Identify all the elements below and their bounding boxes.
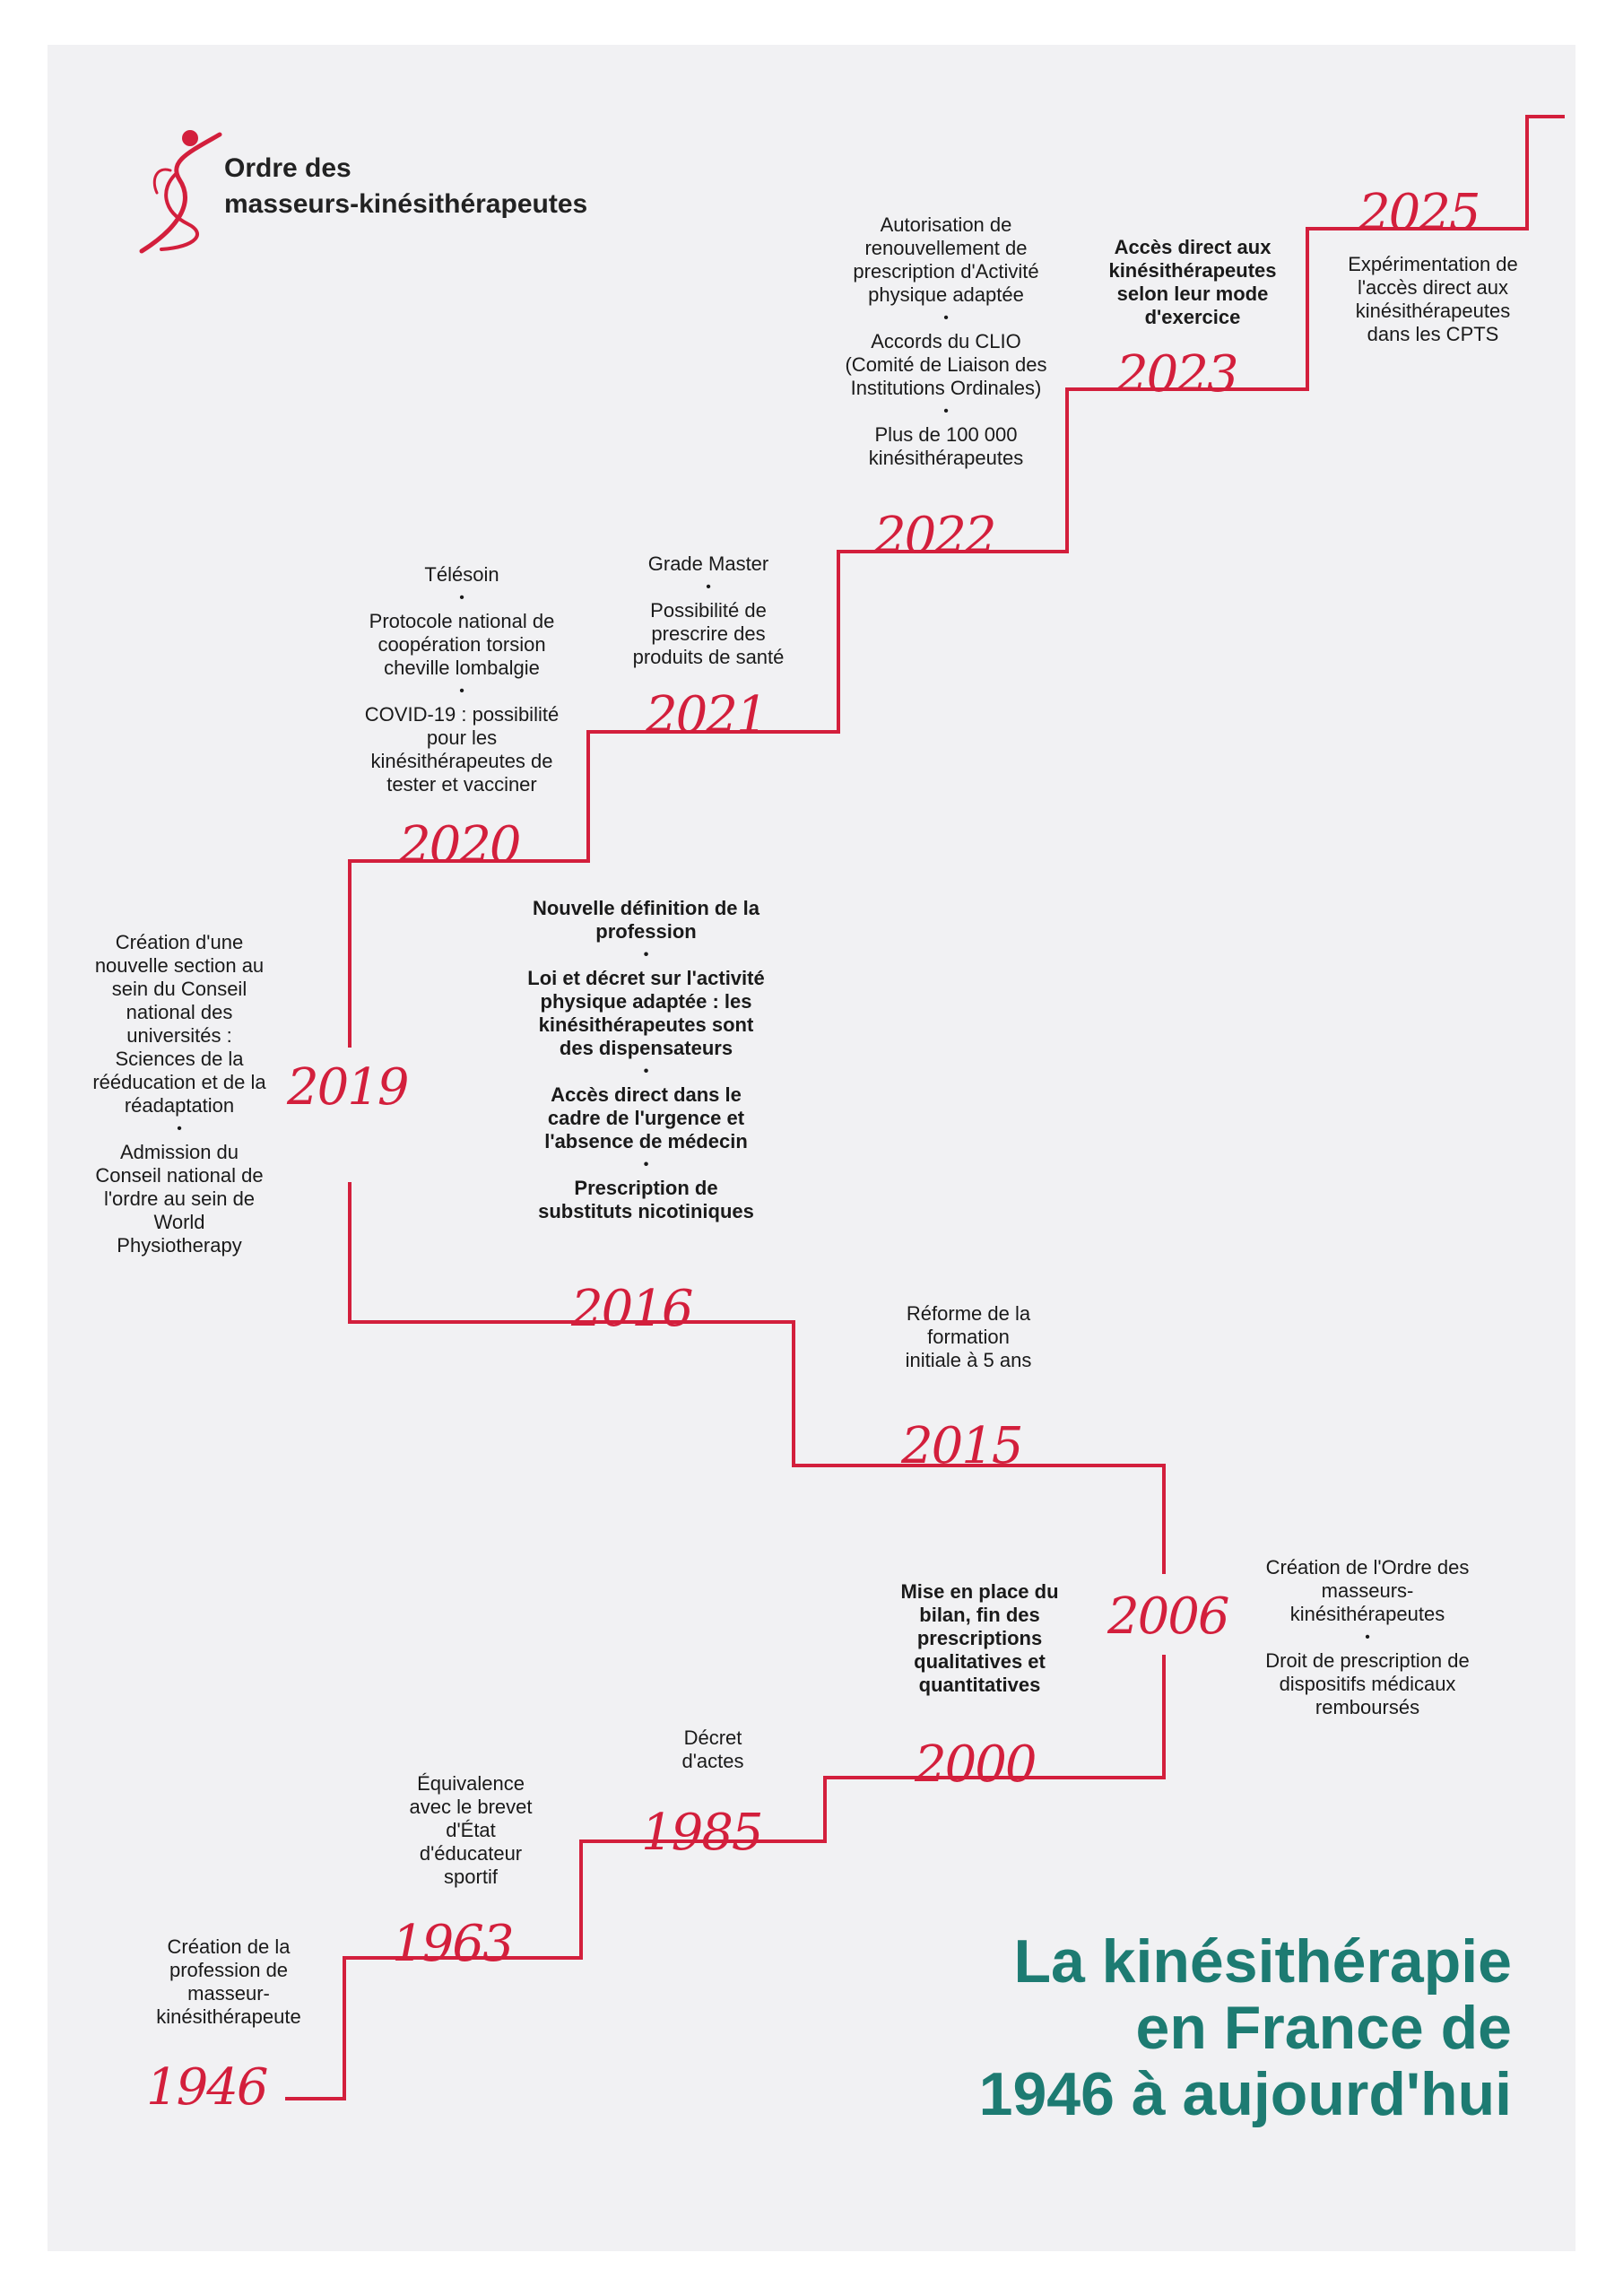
bullet-separator: • [643,1064,649,1079]
note-text: Accès direct dans le cadre de l'urgence et l'absence de médecin [544,1083,748,1152]
bullet-separator: • [706,579,711,595]
note-text: Protocole national de coopération torsion cheville lombalgie [369,610,555,679]
logo-text [224,151,587,222]
note-text: Mise en place du bilan, fin des prescriptions qualitatives et quantitatives [900,1580,1059,1696]
poster-title [974,1928,1517,2127]
note-text: Création de l'Ordre des masseurs-kinésithérapeutes [1265,1556,1470,1625]
bullet-separator: • [943,404,949,419]
note-2021 [619,552,798,669]
note-text: Équivalence avec le brevet d'État d'éducateur sportif [409,1772,533,1888]
note-2000 [897,1580,1063,1697]
note-text: Télésoin [424,563,499,586]
note-text: Autorisation de renouvellement de prescription d'Activité physique adaptée [853,213,1039,306]
note-1946 [139,1935,318,2029]
bullet-separator: • [943,310,949,326]
note-2020 [354,563,569,796]
note-text: Grade Master [647,552,769,575]
year-2000: 2000 [915,1735,1036,1794]
bullet-separator: • [177,1121,182,1136]
note-2023 [1098,236,1287,329]
note-text: Décret d'actes [681,1726,744,1772]
note-text: Création de la profession de masseur-kinésithérapeute [156,1935,301,2028]
year-2006: 2006 [1107,1587,1228,1646]
bullet-separator: • [643,1157,649,1172]
title-line-2: en France de [1135,1994,1512,2062]
year-1985: 1985 [641,1804,762,1862]
note-text: Accords du CLIO (Comité de Liaison des Institutions Ordinales) [845,330,1047,399]
note-text: Droit de prescription de dispositifs médicaux remboursés [1265,1649,1470,1718]
bullet-separator: • [1365,1630,1370,1645]
note-text: Admission du Conseil national de l'ordre au sein de World Physiotherapy [95,1141,264,1257]
year-2025: 2025 [1358,184,1480,242]
bullet-separator: • [643,947,649,962]
note-text: Nouvelle définition de la profession [532,897,760,943]
note-2022 [834,213,1058,470]
bullet-separator: • [459,590,464,605]
note-text: Prescription de substituts nicotiniques [538,1177,754,1222]
note-2025 [1334,253,1532,346]
bullet-separator: • [459,683,464,699]
year-2022: 2022 [874,507,995,565]
note-text: Expérimentation de l'accès direct aux kinésithérapeutes dans les CPTS [1348,253,1518,345]
note-text: Plus de 100 000 kinésithérapeutes [868,423,1024,469]
year-2019: 2019 [287,1058,408,1117]
note-2015 [901,1302,1036,1372]
title-line-3: 1946 à aujourd'hui [978,2060,1512,2128]
year-2016: 2016 [571,1280,692,1338]
note-1985 [664,1726,762,1773]
note-2006 [1251,1556,1484,1719]
note-text: Possibilité de prescrire des produits de santé [632,599,785,668]
year-2020: 2020 [399,816,520,874]
note-text: Loi et décret sur l'activité physique adaptée : les kinésithérapeutes sont des dispensateurs [527,967,765,1059]
year-2023: 2023 [1116,345,1237,404]
note-1963 [395,1772,547,1889]
title-line-1: La kinésithérapie [1013,1927,1512,1996]
note-text: Accès direct aux kinésithérapeutes selon leur mode d'exercice [1108,236,1277,328]
note-text: COVID-19 : possibilité pour les kinésithérapeutes de tester et vacciner [364,703,560,796]
year-1946: 1946 [146,2058,267,2117]
note-text: Création d'une nouvelle section au sein du Conseil national des universités : Sciences de la rééducation et de la réadaptation [92,931,266,1117]
logo-line-2: masseurs-kinésithérapeutes [224,189,588,219]
year-2021: 2021 [646,686,767,744]
logo-line-1: Ordre des [224,153,352,183]
note-text: Réforme de la formation initiale à 5 ans [905,1302,1032,1371]
dancing-figure-icon [135,126,233,260]
year-1963: 1963 [392,1915,513,1973]
year-2015: 2015 [901,1417,1022,1475]
note-2016 [527,897,765,1223]
note-2019 [90,931,269,1257]
